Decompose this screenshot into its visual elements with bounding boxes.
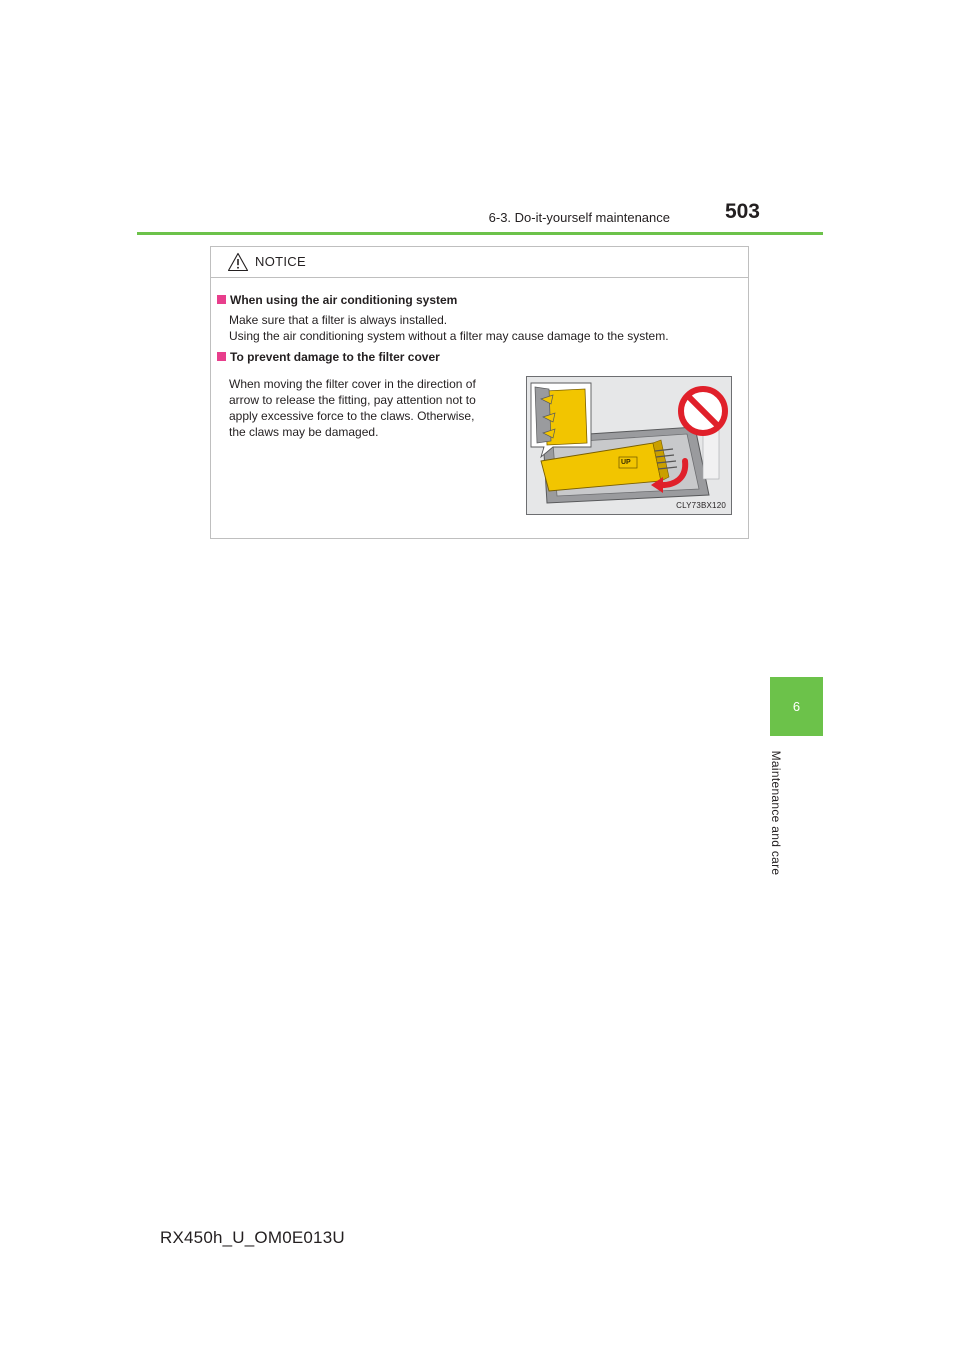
paragraph-line: When moving the filter cover in the direction of xyxy=(229,377,476,391)
subheading-text: When using the air conditioning system xyxy=(230,293,458,307)
notice-box xyxy=(210,246,749,539)
page-number: 503 xyxy=(724,200,760,223)
warning-triangle-icon xyxy=(227,252,249,272)
paragraph-line: Make sure that a filter is always installed. xyxy=(229,313,448,327)
section-title: 6-3. Do-it-yourself maintenance xyxy=(488,210,670,225)
chapter-title: Maintenance and care xyxy=(769,750,783,876)
notice-header xyxy=(211,247,748,278)
subheading-filter-cover xyxy=(217,350,440,364)
notice-label: NOTICE xyxy=(255,254,306,269)
filter-cover-drawing xyxy=(527,377,731,514)
chapter-number: 6 xyxy=(792,699,801,714)
paragraph-line: apply excessive force to the claws. Otherwise, xyxy=(229,409,475,423)
filter-cover-illustration xyxy=(526,376,732,515)
up-label: UP xyxy=(621,459,631,466)
paragraph-filter-cover xyxy=(229,376,476,440)
paragraph-line: the claws may be damaged. xyxy=(229,425,379,439)
paragraph-line: Using the air conditioning system without a filter may cause damage to the system. xyxy=(229,329,669,343)
subheading-text: To prevent damage to the filter cover xyxy=(230,350,440,364)
square-bullet-icon xyxy=(217,352,226,361)
document-code: RX450h_U_OM0E013U xyxy=(160,1228,345,1247)
subheading-air-conditioning xyxy=(217,293,457,307)
paragraph-line: arrow to release the fitting, pay attention not to xyxy=(229,393,476,407)
square-bullet-icon xyxy=(217,295,226,304)
header-rule xyxy=(137,232,823,235)
paragraph-filter-installed xyxy=(229,312,669,344)
figure-code: CLY73BX120 xyxy=(676,501,726,510)
